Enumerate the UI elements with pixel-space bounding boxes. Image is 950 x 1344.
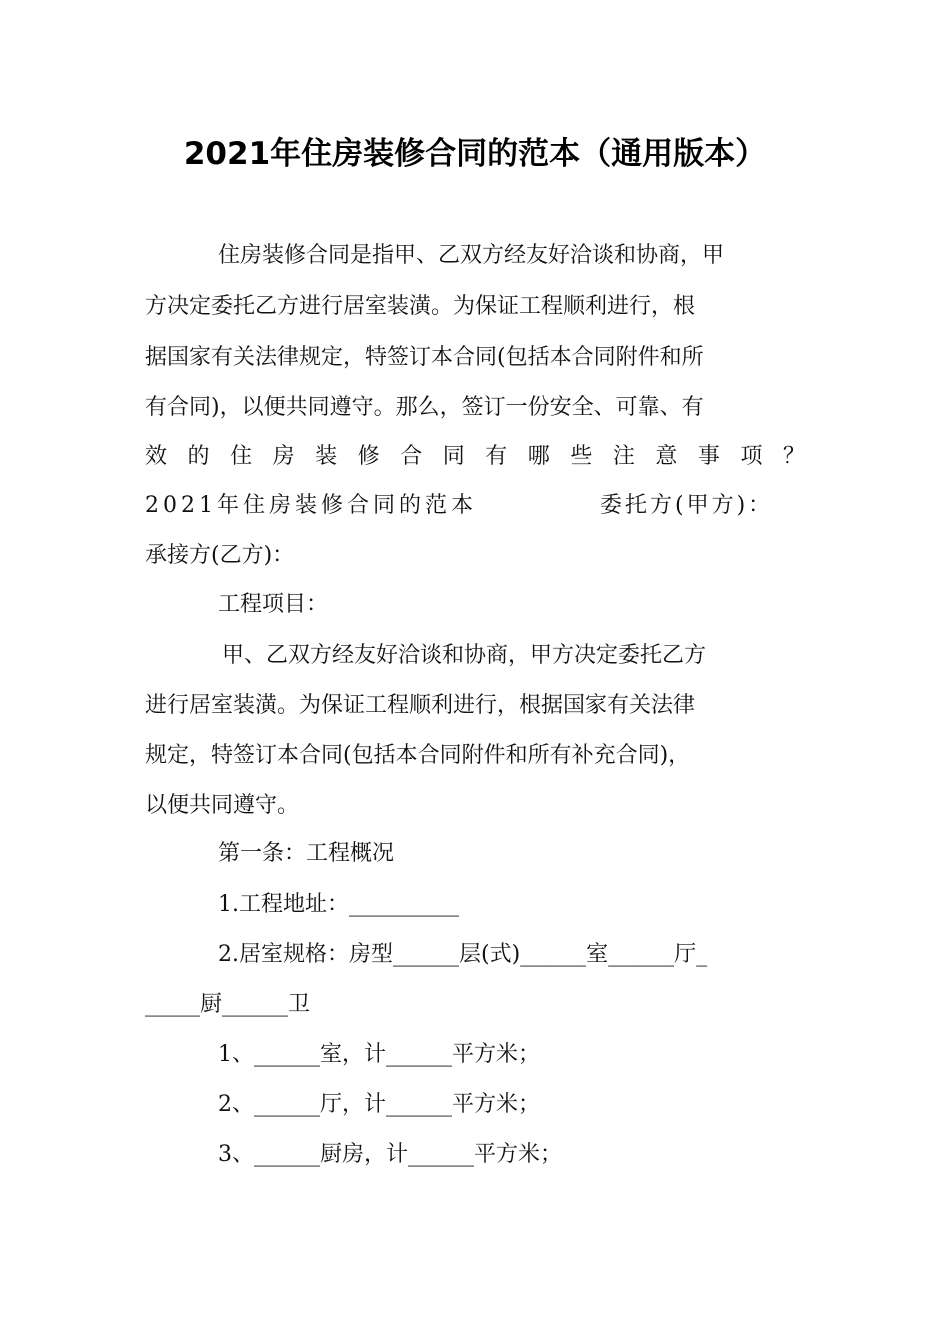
paragraph-line: 方决定委托乙方进行居室装潢。为保证工程顺利进行，根 (145, 294, 696, 319)
justified-char: 注 (612, 444, 635, 469)
justified-char: 效 (145, 444, 168, 469)
paragraph-line (145, 486, 805, 526)
justified-char: 住 (230, 444, 253, 469)
justified-char: 有 (485, 444, 508, 469)
justified-char: 意 (655, 444, 678, 469)
list-item: 1、______室，计______平方米； (218, 1042, 540, 1067)
list-item: 3、______厨房，计______平方米； (218, 1142, 562, 1167)
paragraph-line: 住房装修合同是指甲、乙双方经友好洽谈和协商，甲 (218, 243, 725, 268)
justified-char: 修 (357, 444, 380, 469)
paragraph-line: 甲、乙双方经友好洽谈和协商，甲方决定委托乙方 (222, 643, 707, 668)
document-title: 2021年住房装修合同的范本（通用版本） (183, 136, 767, 172)
justified-char: 装 (315, 444, 338, 469)
justified-char: 项 (740, 444, 763, 469)
contractor-party-label: 承接方(乙方)： (145, 543, 295, 568)
paragraph-line-justified (145, 437, 805, 477)
room-spec-line-cont: _____厨______卫 (145, 992, 311, 1017)
justified-char: 同 (442, 444, 465, 469)
client-party-label: 委托方(甲方)： (600, 493, 774, 518)
justified-char: 合 (400, 444, 423, 469)
justified-char: 些 (570, 444, 593, 469)
list-item: 2、______厅，计______平方米； (218, 1092, 540, 1117)
article-heading: 第一条：工程概况 (218, 841, 395, 866)
paragraph-line: 规定，特签订本合同(包括本合同附件和所有补充合同)， (145, 743, 691, 768)
justified-char: 房 (272, 444, 295, 469)
address-line: 1.工程地址：__________ (218, 892, 459, 917)
paragraph-line: 以便共同遵守。 (145, 793, 300, 818)
justified-char: ？ (782, 444, 805, 469)
paragraph-line: 据国家有关法律规定，特签订本合同(包括本合同附件和所 (145, 345, 704, 370)
justified-char: 的 (187, 444, 210, 469)
project-label: 工程项目： (218, 592, 329, 617)
contract-sample-name: 2021年住房装修合同的范本 (145, 493, 477, 518)
justified-char: 事 (697, 444, 720, 469)
paragraph-line: 进行居室装潢。为保证工程顺利进行，根据国家有关法律 (145, 693, 696, 718)
paragraph-line: 有合同)，以便共同遵守。那么，签订一份安全、可靠、有 (145, 395, 704, 420)
justified-char: 哪 (527, 444, 550, 469)
room-spec-line: 2.居室规格：房型______层(式)______室______厅_ (218, 942, 708, 967)
